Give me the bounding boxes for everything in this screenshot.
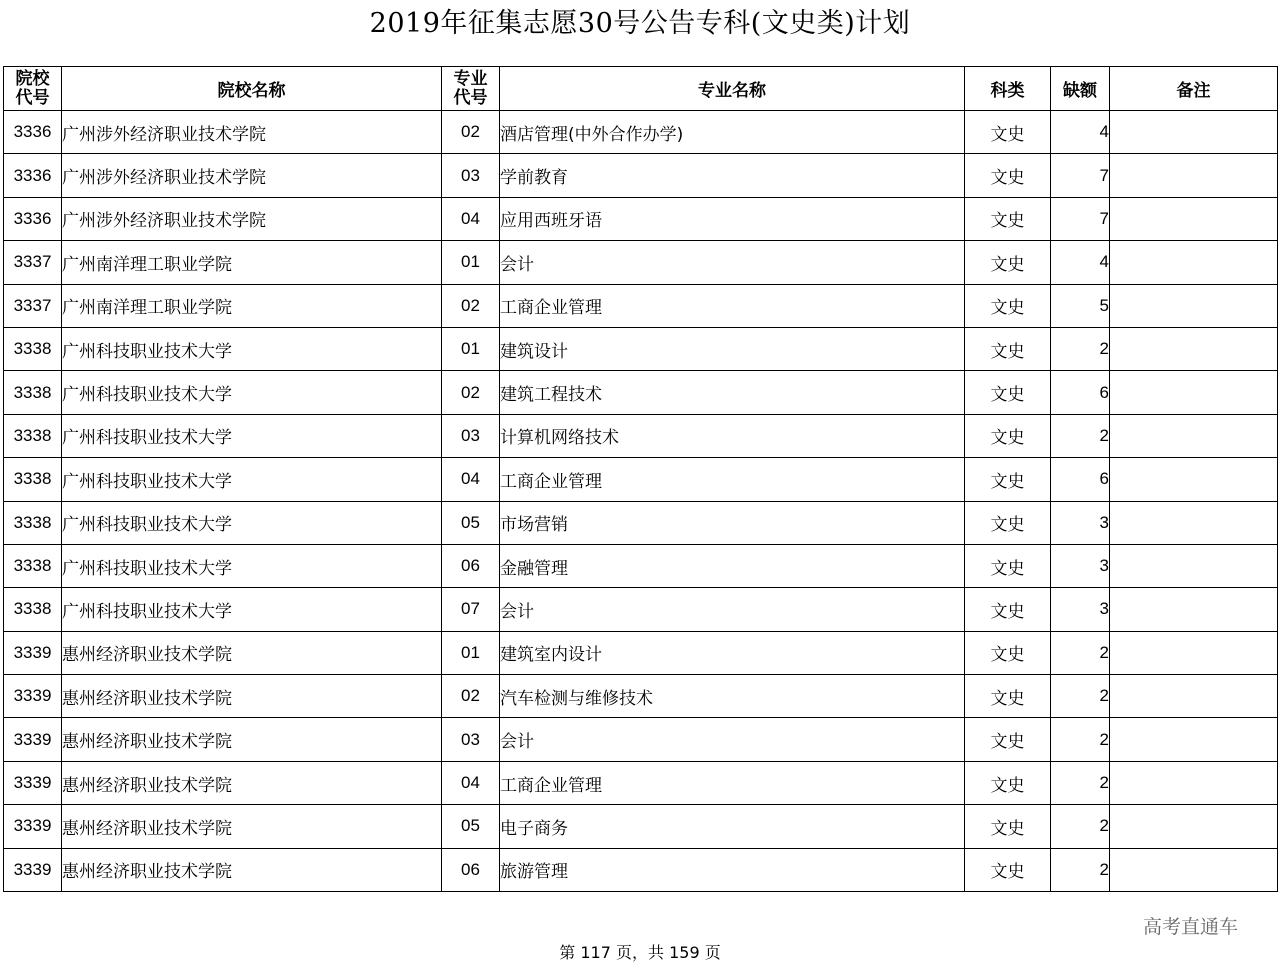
table-row [4, 848, 1278, 891]
category-cell: 文史 [965, 805, 1051, 848]
table-row [4, 675, 1278, 718]
major-name-cell: 建筑工程技术 [500, 371, 965, 414]
major-code-cell: 01 [442, 241, 500, 284]
major-code-cell: 04 [442, 197, 500, 240]
header-major-code-line2: 代号 [453, 87, 488, 108]
header-major-code-line1: 专业 [453, 68, 488, 89]
quota-cell: 2 [1051, 675, 1110, 718]
school-name-cell: 广州科技职业技术大学 [62, 458, 442, 501]
quota-cell: 2 [1051, 805, 1110, 848]
school-name-cell: 惠州经济职业技术学院 [62, 805, 442, 848]
quota-cell: 2 [1051, 848, 1110, 891]
category-cell: 文史 [965, 848, 1051, 891]
category-cell: 文史 [965, 501, 1051, 544]
major-code-cell: 01 [442, 327, 500, 370]
remark-cell [1110, 501, 1278, 544]
remark-cell [1110, 154, 1278, 197]
school-name-cell: 广州南洋理工职业学院 [62, 241, 442, 284]
header-quota: 缺额 [1051, 67, 1110, 111]
category-cell: 文史 [965, 154, 1051, 197]
major-code-cell: 01 [442, 631, 500, 674]
school-code-cell: 3339 [4, 805, 62, 848]
school-code-cell: 3339 [4, 718, 62, 761]
quota-cell: 2 [1051, 631, 1110, 674]
school-name-cell: 广州科技职业技术大学 [62, 544, 442, 587]
table-row [4, 805, 1278, 848]
category-cell: 文史 [965, 718, 1051, 761]
school-name-cell: 广州科技职业技术大学 [62, 414, 442, 457]
major-code-cell: 03 [442, 154, 500, 197]
major-code-cell: 05 [442, 501, 500, 544]
category-cell: 文史 [965, 761, 1051, 804]
school-name-cell: 广州南洋理工职业学院 [62, 284, 442, 327]
remark-cell [1110, 588, 1278, 631]
school-name-cell: 广州科技职业技术大学 [62, 371, 442, 414]
quota-cell: 2 [1051, 414, 1110, 457]
page-title: 2019年征集志愿30号公告专科(文史类)计划 [369, 8, 911, 39]
remark-cell [1110, 631, 1278, 674]
category-cell: 文史 [965, 675, 1051, 718]
major-name-cell: 金融管理 [500, 544, 965, 587]
quota-cell: 2 [1051, 761, 1110, 804]
major-code-cell: 04 [442, 761, 500, 804]
major-name-cell: 学前教育 [500, 154, 965, 197]
major-code-cell: 02 [442, 111, 500, 154]
school-code-cell: 3338 [4, 327, 62, 370]
remark-cell [1110, 284, 1278, 327]
school-code-cell: 3338 [4, 544, 62, 587]
table-row [4, 588, 1278, 631]
quota-cell: 4 [1051, 241, 1110, 284]
category-cell: 文史 [965, 371, 1051, 414]
school-code-cell: 3338 [4, 588, 62, 631]
remark-cell [1110, 241, 1278, 284]
school-name-cell: 惠州经济职业技术学院 [62, 631, 442, 674]
category-cell: 文史 [965, 111, 1051, 154]
header-category: 科类 [965, 67, 1051, 111]
school-code-cell: 3338 [4, 501, 62, 544]
table-row [4, 197, 1278, 240]
category-cell: 文史 [965, 458, 1051, 501]
header-remark: 备注 [1110, 67, 1278, 111]
school-code-cell: 3337 [4, 284, 62, 327]
school-code-cell: 3338 [4, 458, 62, 501]
major-name-cell: 电子商务 [500, 805, 965, 848]
remark-cell [1110, 675, 1278, 718]
major-name-cell: 工商企业管理 [500, 284, 965, 327]
header-school-name: 院校名称 [62, 67, 442, 111]
page-footer: 第 117 页，共 159 页 [559, 943, 721, 962]
table-row [4, 284, 1278, 327]
quota-cell: 7 [1051, 154, 1110, 197]
major-code-cell: 06 [442, 544, 500, 587]
major-name-cell: 汽车检测与维修技术 [500, 675, 965, 718]
remark-cell [1110, 544, 1278, 587]
category-cell: 文史 [965, 544, 1051, 587]
school-name-cell: 惠州经济职业技术学院 [62, 675, 442, 718]
school-name-cell: 惠州经济职业技术学院 [62, 761, 442, 804]
quota-cell: 4 [1051, 111, 1110, 154]
school-code-cell: 3338 [4, 371, 62, 414]
quota-cell: 3 [1051, 588, 1110, 631]
school-name-cell: 广州涉外经济职业技术学院 [62, 111, 442, 154]
remark-cell [1110, 458, 1278, 501]
school-code-cell: 3337 [4, 241, 62, 284]
school-code-cell: 3336 [4, 111, 62, 154]
major-name-cell: 酒店管理(中外合作办学) [500, 111, 965, 154]
school-code-cell: 3339 [4, 675, 62, 718]
category-cell: 文史 [965, 327, 1051, 370]
school-name-cell: 广州涉外经济职业技术学院 [62, 197, 442, 240]
remark-cell [1110, 111, 1278, 154]
table-row [4, 631, 1278, 674]
category-cell: 文史 [965, 197, 1051, 240]
table-row [4, 718, 1278, 761]
table-row [4, 371, 1278, 414]
watermark: 高考直通车 [1143, 916, 1239, 938]
school-name-cell: 惠州经济职业技术学院 [62, 848, 442, 891]
table-row [4, 414, 1278, 457]
table-row [4, 154, 1278, 197]
remark-cell [1110, 414, 1278, 457]
school-name-cell: 广州科技职业技术大学 [62, 327, 442, 370]
category-cell: 文史 [965, 631, 1051, 674]
header-school-code-line1: 院校 [15, 68, 50, 89]
remark-cell [1110, 718, 1278, 761]
major-name-cell: 会计 [500, 241, 965, 284]
quota-cell: 3 [1051, 544, 1110, 587]
plan-table [3, 66, 1278, 892]
school-code-cell: 3336 [4, 197, 62, 240]
major-code-cell: 06 [442, 848, 500, 891]
remark-cell [1110, 197, 1278, 240]
table-row [4, 501, 1278, 544]
table-row [4, 241, 1278, 284]
major-code-cell: 02 [442, 284, 500, 327]
header-row [4, 67, 1278, 111]
major-code-cell: 03 [442, 414, 500, 457]
category-cell: 文史 [965, 241, 1051, 284]
school-name-cell: 惠州经济职业技术学院 [62, 718, 442, 761]
table-row [4, 111, 1278, 154]
school-code-cell: 3336 [4, 154, 62, 197]
header-school-code-line2: 代号 [15, 87, 50, 108]
remark-cell [1110, 327, 1278, 370]
remark-cell [1110, 761, 1278, 804]
school-name-cell: 广州科技职业技术大学 [62, 501, 442, 544]
major-name-cell: 工商企业管理 [500, 761, 965, 804]
major-name-cell: 旅游管理 [500, 848, 965, 891]
school-code-cell: 3338 [4, 414, 62, 457]
plan-table-body [4, 111, 1278, 892]
major-name-cell: 应用西班牙语 [500, 197, 965, 240]
school-name-cell: 广州科技职业技术大学 [62, 588, 442, 631]
major-name-cell: 市场营销 [500, 501, 965, 544]
header-school-code [4, 67, 62, 111]
remark-cell [1110, 371, 1278, 414]
major-code-cell: 07 [442, 588, 500, 631]
major-name-cell: 会计 [500, 588, 965, 631]
school-name-cell: 广州涉外经济职业技术学院 [62, 154, 442, 197]
major-name-cell: 建筑设计 [500, 327, 965, 370]
remark-cell [1110, 805, 1278, 848]
major-name-cell: 建筑室内设计 [500, 631, 965, 674]
table-row [4, 458, 1278, 501]
header-major-name: 专业名称 [500, 67, 965, 111]
quota-cell: 2 [1051, 327, 1110, 370]
major-name-cell: 会计 [500, 718, 965, 761]
school-code-cell: 3339 [4, 761, 62, 804]
quota-cell: 2 [1051, 718, 1110, 761]
major-code-cell: 02 [442, 675, 500, 718]
major-name-cell: 工商企业管理 [500, 458, 965, 501]
school-code-cell: 3339 [4, 848, 62, 891]
table-row [4, 761, 1278, 804]
major-code-cell: 03 [442, 718, 500, 761]
school-code-cell: 3339 [4, 631, 62, 674]
quota-cell: 3 [1051, 501, 1110, 544]
major-code-cell: 04 [442, 458, 500, 501]
major-name-cell: 计算机网络技术 [500, 414, 965, 457]
header-major-code [442, 67, 500, 111]
major-code-cell: 02 [442, 371, 500, 414]
category-cell: 文史 [965, 588, 1051, 631]
remark-cell [1110, 848, 1278, 891]
quota-cell: 6 [1051, 458, 1110, 501]
quota-cell: 7 [1051, 197, 1110, 240]
quota-cell: 5 [1051, 284, 1110, 327]
category-cell: 文史 [965, 414, 1051, 457]
major-code-cell: 05 [442, 805, 500, 848]
quota-cell: 6 [1051, 371, 1110, 414]
category-cell: 文史 [965, 284, 1051, 327]
table-row [4, 544, 1278, 587]
table-row [4, 327, 1278, 370]
